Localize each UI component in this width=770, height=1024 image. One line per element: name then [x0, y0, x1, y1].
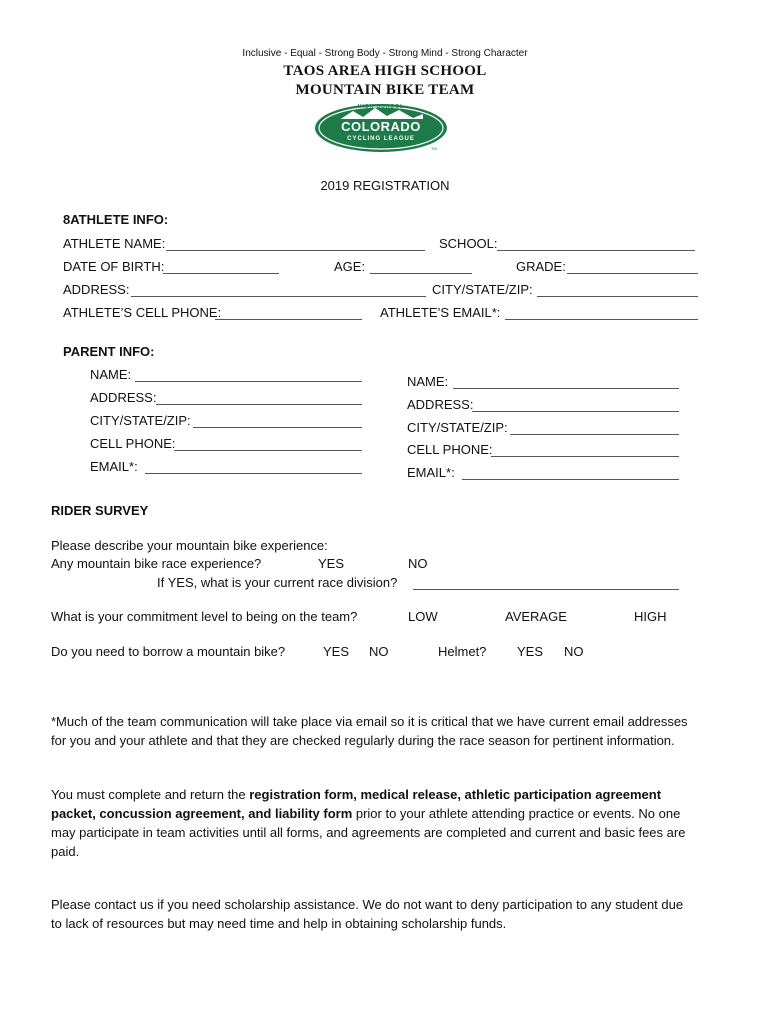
- parent2-city-label: CITY/STATE/ZIP:: [407, 420, 508, 435]
- dob-label: DATE OF BIRTH:: [63, 259, 165, 274]
- race-no-option[interactable]: NO: [408, 556, 428, 571]
- parent2-name-label: NAME:: [407, 374, 449, 389]
- parent1-cell-label: CELL PHONE:: [90, 436, 176, 451]
- parent2-name-field[interactable]: [453, 388, 679, 389]
- parent-info-heading: PARENT INFO:: [63, 344, 155, 359]
- city-state-zip-field[interactable]: [537, 296, 698, 297]
- parent2-city-field[interactable]: [510, 434, 679, 435]
- athlete-name-label: ATHLETE NAME:: [63, 236, 166, 251]
- parent2-cell-label: CELL PHONE:: [407, 442, 493, 457]
- parent2-email-field[interactable]: [462, 479, 679, 480]
- parent1-name-field[interactable]: [135, 381, 362, 382]
- parent1-name-label: NAME:: [90, 367, 132, 382]
- registration-year: 2019 REGISTRATION: [320, 178, 450, 193]
- parent2-email-label: EMAIL*:: [407, 465, 455, 480]
- parent1-address-field[interactable]: [156, 404, 362, 405]
- scholarship-note: Please contact us if you need scholarship assistance. We do not want to deny participation to any student due to lack of resources but may need time and help in obtaining scholarship funds.: [51, 897, 684, 931]
- commitment-average-option[interactable]: AVERAGE: [505, 609, 567, 624]
- colorado-cycling-league-logo: [313, 102, 453, 154]
- parent1-email-label: EMAIL*:: [90, 459, 138, 474]
- logo-bottom-text: CYCLING LEAGUE: [347, 136, 415, 142]
- athlete-email-field[interactable]: [505, 319, 698, 320]
- athlete-info-heading: 8ATHLETE INFO:: [63, 212, 169, 227]
- parent2-cell-field[interactable]: [491, 456, 679, 457]
- borrow-no-option[interactable]: NO: [369, 644, 389, 659]
- city-state-zip-label: CITY/STATE/ZIP:: [432, 282, 533, 297]
- experience-question: Please describe your mountain bike experience:: [51, 538, 328, 553]
- forms-text-after: prior to your athlete attending practice or events. No one may participate in team activities until all forms, and agreements are completed and current and basic fees are paid.: [51, 806, 686, 859]
- race-experience-question: Any mountain bike race experience?: [51, 556, 262, 571]
- address-field[interactable]: [131, 296, 426, 297]
- forms-text-before: You must complete and return the: [51, 787, 250, 802]
- athlete-cell-label: ATHLETE’S CELL PHONE:: [63, 305, 222, 320]
- team-title: MOUNTAIN BIKE TEAM: [295, 82, 475, 98]
- school-label: SCHOOL:: [439, 236, 498, 251]
- parent1-city-label: CITY/STATE/ZIP:: [90, 413, 191, 428]
- helmet-question: Helmet?: [438, 644, 487, 659]
- athlete-cell-field[interactable]: [215, 319, 362, 320]
- age-label: AGE:: [334, 259, 366, 274]
- parent2-address-field[interactable]: [472, 411, 679, 412]
- school-field[interactable]: [497, 250, 695, 251]
- required-forms-list: registration form, medical release, athletic participation agreement packet, concussion agreement, and liability form: [51, 787, 662, 821]
- forms-requirement: [51, 785, 691, 861]
- school-title: TAOS AREA HIGH SCHOOL: [283, 63, 487, 79]
- helmet-yes-option[interactable]: YES: [517, 644, 544, 659]
- parent1-cell-field[interactable]: [174, 450, 362, 451]
- address-label: ADDRESS:: [63, 282, 130, 297]
- commitment-high-option[interactable]: HIGH: [634, 609, 667, 624]
- tagline: Inclusive - Equal - Strong Body - Strong Mind - Strong Character: [242, 48, 528, 59]
- rider-survey-heading: RIDER SURVEY: [51, 503, 149, 518]
- logo-top-text: HIGH SCHOOL: [357, 104, 405, 110]
- logo-main-text: COLORADO: [341, 119, 421, 134]
- grade-label: GRADE:: [516, 259, 566, 274]
- borrow-yes-option[interactable]: YES: [323, 644, 350, 659]
- dob-field[interactable]: [163, 273, 279, 274]
- parent2-address-label: ADDRESS:: [407, 397, 474, 412]
- race-yes-option[interactable]: YES: [318, 556, 345, 571]
- athlete-email-label: ATHLETE’S EMAIL*:: [380, 305, 501, 320]
- helmet-no-option[interactable]: NO: [564, 644, 584, 659]
- race-division-question: If YES, what is your current race division?: [157, 575, 398, 590]
- commitment-question: What is your commitment level to being on the team?: [51, 609, 358, 624]
- borrow-bike-question: Do you need to borrow a mountain bike?: [51, 644, 286, 659]
- race-division-field[interactable]: [413, 589, 679, 590]
- parent1-email-field[interactable]: [145, 473, 362, 474]
- email-note: *Much of the team communication will take place via email so it is critical that we have current email addresses for you and your athlete and that they are checked regularly during the race season for pertinent information.: [51, 714, 688, 748]
- age-field[interactable]: [370, 273, 472, 274]
- logo-tm: TM: [431, 146, 437, 151]
- grade-field[interactable]: [567, 273, 698, 274]
- parent1-address-label: ADDRESS:: [90, 390, 157, 405]
- athlete-name-field[interactable]: [166, 250, 425, 251]
- parent1-city-field[interactable]: [193, 427, 362, 428]
- commitment-low-option[interactable]: LOW: [408, 609, 438, 624]
